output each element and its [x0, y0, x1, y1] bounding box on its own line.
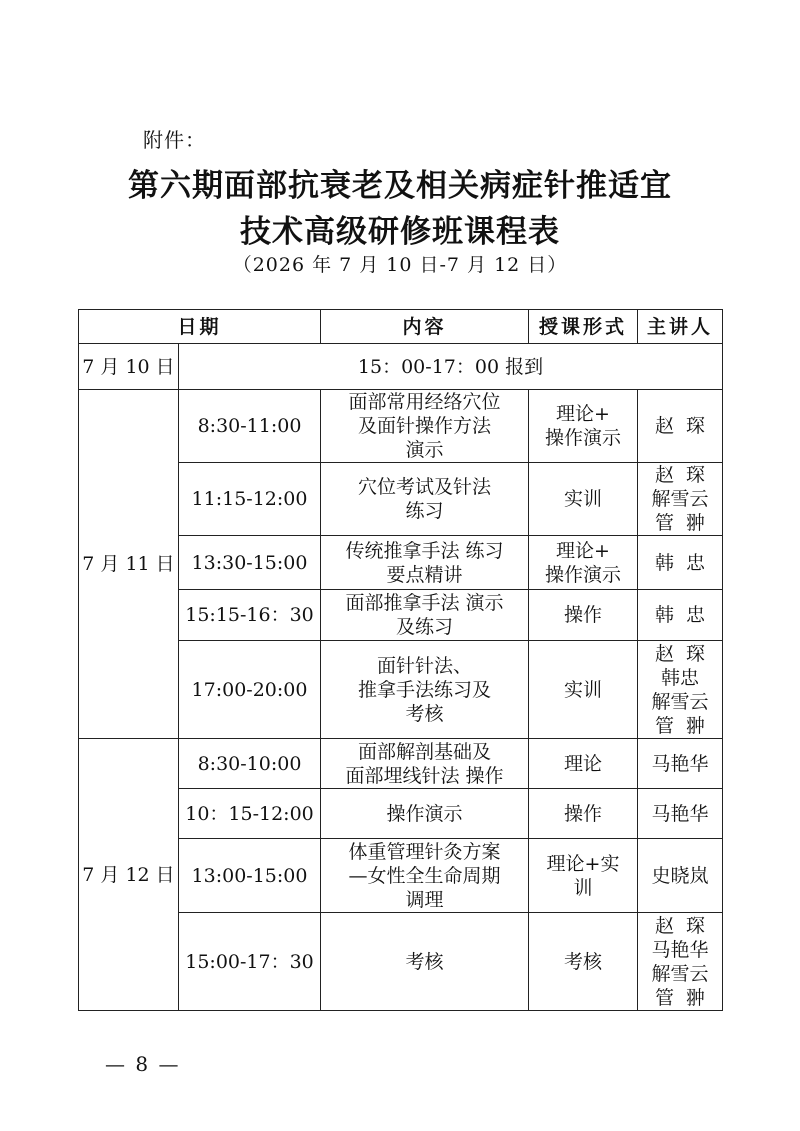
- session-time: 13:00-15:00: [179, 839, 321, 913]
- session-form: 理论+ 操作演示: [529, 536, 638, 590]
- session-time: 13:30-15:00: [179, 536, 321, 590]
- session-content: 面部常用经络穴位 及面针操作方法 演示: [321, 390, 529, 463]
- header-teacher: 主讲人: [638, 310, 723, 344]
- session-teacher: 马艳华: [638, 789, 723, 839]
- session-time: 8:30-10:00: [179, 739, 321, 789]
- session-time: 10：15-12:00: [179, 789, 321, 839]
- session-time: 8:30-11:00: [179, 390, 321, 463]
- session-time: 15:00-17：30: [179, 913, 321, 1011]
- page-number: — 8 —: [105, 1052, 181, 1076]
- session-teacher: 赵 琛 马艳华 解雪云 管 翀: [638, 913, 723, 1011]
- document-title-line2: 技术高级研修班课程表: [240, 214, 560, 250]
- session-form: 理论: [529, 739, 638, 789]
- day2-date: 7 月 11 日: [79, 390, 179, 739]
- session-teacher: 史晓岚: [638, 839, 723, 913]
- header-date: 日期: [79, 310, 321, 344]
- date-range-subtitle: （2026 年 7 月 10 日-7 月 12 日）: [232, 254, 568, 276]
- session-content: 面部推拿手法 演示 及练习: [321, 590, 529, 641]
- session-teacher: 赵 琛: [638, 390, 723, 463]
- table-row-day1: [79, 344, 723, 390]
- day3-date: 7 月 12 日: [79, 739, 179, 1011]
- session-form: 理论+实 训: [529, 839, 638, 913]
- session-form: 实训: [529, 641, 638, 739]
- day1-date: 7 月 10 日: [79, 344, 179, 390]
- session-form: 考核: [529, 913, 638, 1011]
- day1-registration-note: 15：00-17：00 报到: [179, 344, 723, 390]
- session-form: 操作: [529, 789, 638, 839]
- header-content: 内容: [321, 310, 529, 344]
- session-form: 实训: [529, 463, 638, 536]
- session-content: 面针针法、 推拿手法练习及 考核: [321, 641, 529, 739]
- session-teacher: 韩 忠: [638, 536, 723, 590]
- document-title-line1: 第六期面部抗衰老及相关病症针推适宜: [128, 168, 672, 204]
- session-content: 面部解剖基础及 面部埋线针法 操作: [321, 739, 529, 789]
- attachment-label: 附件：: [143, 128, 206, 152]
- session-content: 体重管理针灸方案 —女性全生命周期 调理: [321, 839, 529, 913]
- session-teacher: 赵 琛 解雪云 管 翀: [638, 463, 723, 536]
- session-content: 穴位考试及针法 练习: [321, 463, 529, 536]
- session-content: 操作演示: [321, 789, 529, 839]
- session-content: 考核: [321, 913, 529, 1011]
- table-row: [79, 739, 723, 789]
- session-time: 11:15-12:00: [179, 463, 321, 536]
- session-teacher: 韩 忠: [638, 590, 723, 641]
- table-header-row: [79, 310, 723, 344]
- session-teacher: 马艳华: [638, 739, 723, 789]
- table-row: [79, 390, 723, 463]
- header-form: 授课形式: [529, 310, 638, 344]
- session-content: 传统推拿手法 练习 要点精讲: [321, 536, 529, 590]
- session-form: 理论+ 操作演示: [529, 390, 638, 463]
- course-schedule-table: [78, 309, 723, 1011]
- session-time: 15:15-16：30: [179, 590, 321, 641]
- session-teacher: 赵 琛 韩忠 解雪云 管 翀: [638, 641, 723, 739]
- session-form: 操作: [529, 590, 638, 641]
- session-time: 17:00-20:00: [179, 641, 321, 739]
